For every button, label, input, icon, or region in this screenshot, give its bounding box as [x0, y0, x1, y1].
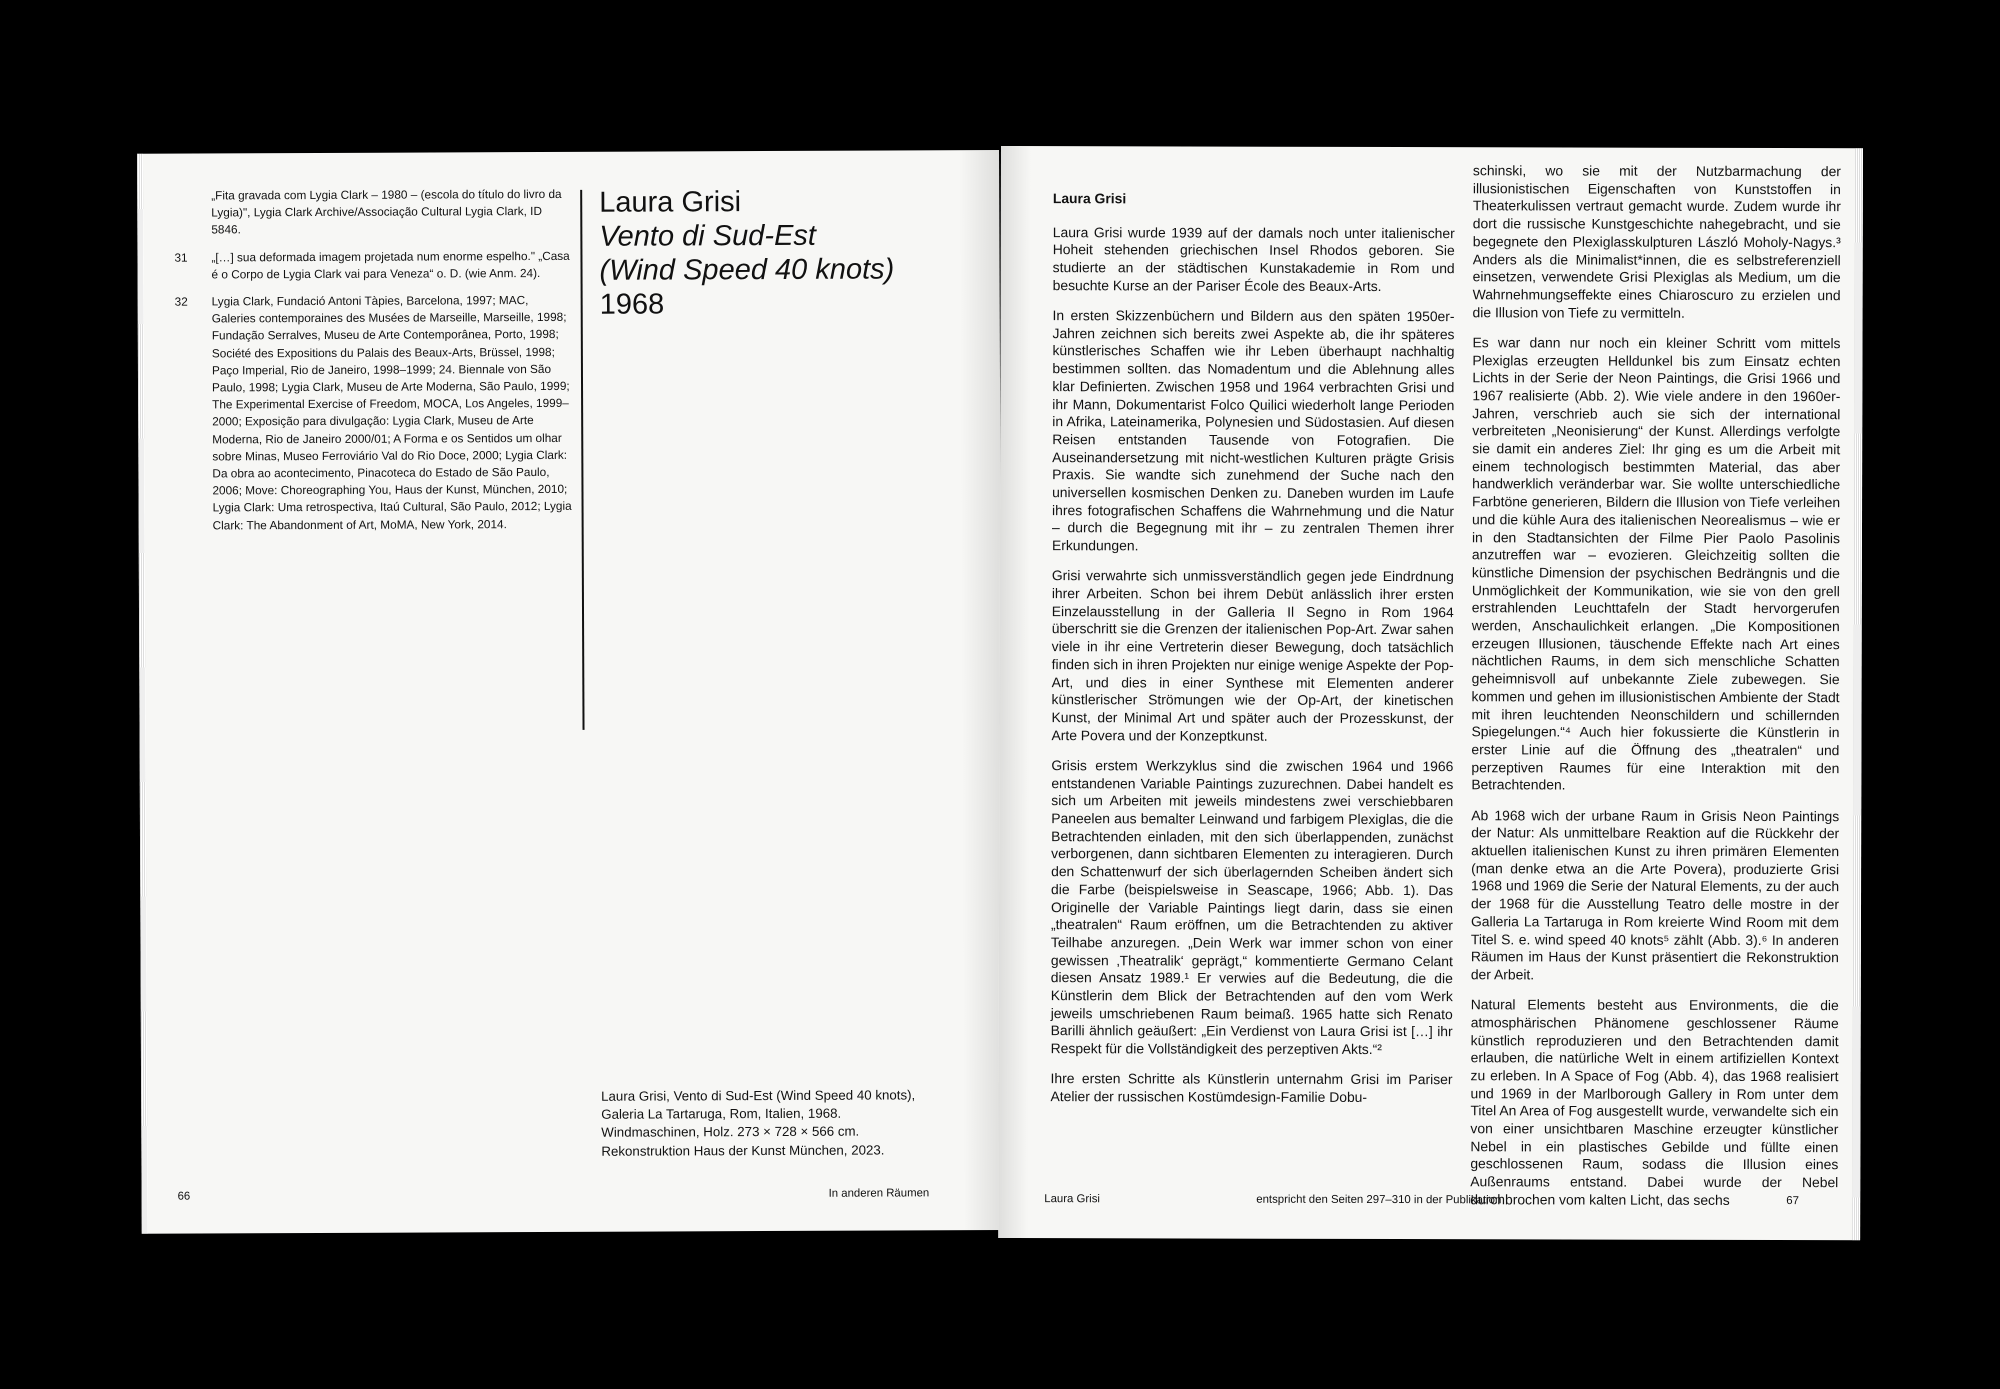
work-year: 1968	[599, 288, 665, 321]
footnote-text: „[…] sua deformada imagem projetada num enorme espelho." „Casa é o Corpo de Lygia Clark vai para Veneza“ o. D. (wie Anm. 24).	[211, 248, 570, 282]
text-column-1	[1050, 190, 1454, 1119]
paragraph: Es war dann nur noch ein kleiner Schritt vom mittels Plexiglas erzeugten Helldunkel bis zum Einsatz echten Lichts in der Serie der Neon Paintings, die Grisi 1966 und 1967 realisierte (Abb. 2). Wie viele andere in den 1960er-Jahren, verschrieb auch sie sich der international verbreiteten „Neonisierung“ der Kunst. Allerdings verfolgte sie damit ein anderes Ziel: Ihr ging es um die Arbeit mit einem technologisch bestimmten Material, das aber handwerklich veränderbar war. Sie wollte unterschiedliche Farbtöne generieren, Bildern die Illusion von Tiefe verleihen und die kühle Aura des italienischen Neorealismus – wie er in den Stadtansichten der Filme Pier Paolo Pasolinis anzutreffen war – evozieren. Gleichzeitig sollten die künstliche Dimension der psychischen Bedrängnis und die Unmöglichkeit der Kommunikation, wie sie von den grell erstrahlenden Leuchttafeln der Stadt hervorgerufen werden, Anschaulichkeit erlangen. „Die Kompositionen erzeugen Illusionen, täuschende Effekte nach Art eines nächtlichen Raums, in dem sich menschliche Schatten geheimnisvoll auf unbekannte Ziele zubewegen. Sie kommen und gehen im illusionistischen Ambiente der Stadt mit ihren leuchtenden Neonschildern und schillernden Spiegelungen.“⁴ Auch hier fokussierte die Künstlerin in erster Linie auf die Öffnung des „theatralen“ und perzeptiven Raumes für eine Interaktion mit den Betrachtenden.	[1471, 334, 1841, 793]
page-number: 66	[177, 1190, 191, 1203]
footnote	[174, 247, 574, 283]
right-page	[998, 146, 1863, 1240]
footnote-number: 32	[174, 294, 188, 309]
footnote-text: Lygia Clark, Fundació Antoni Tàpies, Barcelona, 1997; MAC, Galeries contemporaines des Musées de Marseille, Marseille, 1998; Fundação Serralves, Museu de Arte Contemporânea, Porto, 1998; Société des Expositions du Palais des Beaux-Arts, Brüssel, 1998; Paço Imperial, Rio de Janeiro, 1998–1999; 24. Biennale von São Paulo, 1998; Lygia Clark, Museu de Arte Moderna, São Paulo, 1999; The Experimental Exercise of Freedom, MOCA, Los Angeles, 1999–2000; Exposição para divulgação: Lygia Clark, Museu de Arte Moderna, Rio de Janeiro 2000/01; A Forma e os Sentidos um olhar sobre Minas, Museo Ferroviário Val do Rio Doce, 2000; Lygia Clark: Da obra ao acontecimento, Pinacoteca do Estado de São Paulo, 2006; Move: Choreographing You, Haus der Kunst, München, 2010; Lygia Clark: Uma retrospectiva, Itaú Cultural, São Paulo, 2012; Lygia Clark: The Abandonment of Art, MoMA, New York, 2014.	[211, 293, 572, 533]
page-number: 67	[1786, 1195, 1799, 1208]
artist-name: Laura Grisi	[599, 186, 742, 219]
paragraph: Grisis erstem Werkzyklus sind die zwischen 1964 und 1966 entstandenen Variable Paintings zuzurechnen. Dabei handelt es sich um Arbeiten mit jeweils mindestens zwei verschiebbaren Paneelen aus bemalter Leinwand und farbigem Plexiglas, die die Betrachtenden einladen, mit den sich überlappenden, zunächst verborgenen, dann sichtbaren Elementen zu interagieren. Durch den Schattenwurf der sich überlagernden Scheiben ändert sich die Farbe (beispielsweise in Seascape, 1966; Abb. 1). Das Originelle der Variable Paintings liegt darin, dass sie einen „theatralen“ Raum eröffnen, um die Betrachtenden zu aktiver Teilhabe anzuregen. „Dein Werk war immer schon von einer gewissen ‚Theatralik‘ geprägt,“ kommentierte Germano Celant diesen Ansatz 1989.¹ Er verwies auf die Bedeutung, die die Künstlerin dem Blick der Betrachtenden auf den vom Werk jeweils umschriebenen Raum beimaß. 1965 hatte sich Renato Barilli ähnlich geäußert: „Ein Verdienst von Laura Grisi ist […] ihr Respekt für die Vollständigkeit des perzeptiven Akts.“²	[1050, 757, 1454, 1058]
paragraph: In ersten Skizzenbüchern und Bildern aus den späten 1950er-Jahren zeichnen sich bereits zwei Aspekte ab, die ihr späteres künstlerisches Schaffen wie ihr Leben überhaupt nachhaltig bestimmen sollten. das Nomadentum und die Ablehnung alles klar Definierten. Zwischen 1958 und 1964 verbrachten Grisi und ihr Mann, Dokumentarist Folco Quilici wiederholt lange Perioden in Afrika, Lateinamerika, Polynesien und Südostasien. Auf diesen Reisen entstanden Tausende von Fotografien. Die Auseinandersetzung mit nicht-westlichen Kulturen prägte Grisis Praxis. Sie wandte sich zunehmend der Suche nach den universellen kosmischen Denken zu. Daneben wurden im Laufe ihres fotografischen Schaffens die Wahrnehmung und die Natur – durch die Begegnung mit ihr – zu zentralen Themen ihrer Erkundungen.	[1051, 307, 1455, 554]
running-head-note: entspricht den Seiten 297–310 in der Publikation	[1256, 1193, 1502, 1207]
text-column-2	[1470, 162, 1841, 1222]
footnote-number	[174, 187, 211, 239]
article-heading: Laura Grisi	[1052, 190, 1127, 207]
footnote-number: 31	[174, 250, 188, 265]
footnotes	[174, 186, 576, 545]
footnote	[174, 186, 574, 239]
paragraph: Natural Elements besteht aus Environments, die die atmosphärischen Phänomene geschlossener Räume künstlich reproduzieren und den Betrachtenden damit erlauben, die natürliche Welt in einem artifiziellen Kontext zu erleben. In A Space of Fog (Abb. 4), das 1968 realisiert und 1969 in der Marlborough Gallery in Rom unter dem Titel An Area of Fog ausgestellt wurde, verwandelte sich ein von einer unsichtbaren Maschine erzeugter künstlicher Nebel in ein plastisches Gebilde und füllte einen geschlossenen Raum, sodass die Illusion eines Außenraums entstand. Dabei wurde der Nebel durchbrochen vom kalten Licht, das sechs	[1470, 996, 1839, 1208]
running-head: In anderen Räumen	[828, 1187, 930, 1200]
paragraph: Laura Grisi wurde 1939 auf der damals noch unter italienischer Hoheit stehenden griechischen Insel Rhodos geboren. Sie studierte an der städtischen Kunstakademie in Rom und besuchte Kurse an der Pariser École des Beaux-Arts.	[1052, 223, 1455, 294]
image-caption: Laura Grisi, Vento di Sud-Est (Wind Speed 40 knots), Galeria La Tartaruga, Rom, Italien, 1968. Windmaschinen, Holz. 273 × 728 × 566 cm. Rekonstruktion Haus der Kunst München, 2023.	[601, 1087, 916, 1159]
artwork-title	[599, 184, 960, 322]
title-rule	[580, 190, 584, 730]
paragraph: schinski, wo sie mit der Nutzbarmachung der illusionistischen Eigenschaften von Kunststoffen in Theaterkulissen vertraut gemacht wurde. Zudem wurde ihr dort die russische Kunstgeschichte nahegebracht, und sie begegnete den Plexiglasskulpturen László Moholy-Nagys.³ Anders als die Minimalist*innen, die es selbstreferenziell einsetzen, verwendete Grisi Plexiglas als Medium, um die Wahrnehmungseffekte eines Chiaroscuro zu erzielen und die Illusion von Tiefe zu vermitteln.	[1472, 162, 1841, 321]
paragraph: Ihre ersten Schritte als Künstlerin unternahm Grisi im Pariser Atelier der russischen Kostümdesign-Familie Dobu-	[1050, 1070, 1453, 1106]
running-head-author: Laura Grisi	[1044, 1193, 1100, 1206]
page-edge	[1852, 148, 1863, 1240]
footnote	[175, 292, 576, 535]
paragraph: Grisi verwahrte sich unmissverständlich gegen jede Eindrdnung ihrer Arbeiten. Schon bei ihrem Debüt anlässlich ihrer ersten Einzelausstellung in der Galleria Il Segno in Rom 1964 überschritt sie die Grenzen der italienischen Pop-Art. Zwar sahen viele in ihr eine Vertreterin dieser Bewegung, doch tatsächlich finden sich in ihren Projekten nur einige wenige Aspekte der Pop-Art, und dies in einer Synthese mit Elementen anderer künstlerischer Strömungen wie der Op-Art, der kinetischen Kunst, der Minimal Art und später auch der Prozesskunst, der Arte Povera und der Konzeptkunst.	[1051, 567, 1454, 744]
paragraph: Ab 1968 wich der urbane Raum in Grisis Neon Paintings der Natur: Als unmittelbare Reaktion auf die Rückkehr der aktuellen italienischen Kunst zu ihren primären Elementen (man denke etwa an die Arte Povera), produzierte Grisi 1968 und 1969 die Serie der Natural Elements, zu der auch der 1968 für die Ausstellung Teatro delle mostre in der Galleria La Tartaruga in Rom kreierte Wind Room mit dem Titel S. e. wind speed 40 knots⁵ zählt (Abb. 3).⁶ In anderen Räumen im Haus der Kunst präsentiert die Rekonstruktion der Arbeit.	[1470, 806, 1840, 983]
left-page	[137, 150, 1004, 1234]
work-subtitle: (Wind Speed 40 knots)	[599, 253, 895, 287]
footnote-text: „Fita gravada com Lygia Clark – 1980 – (escola do título do livro da Lygia)", Lygia Clark Archive/Associação Cultural Lygia Clark, ID 5846.	[211, 186, 562, 237]
spine-shadow	[998, 146, 1031, 1238]
work-title: Vento di Sud-Est	[599, 219, 817, 253]
page-edge	[137, 154, 148, 1234]
spine-shadow	[959, 150, 1004, 1230]
